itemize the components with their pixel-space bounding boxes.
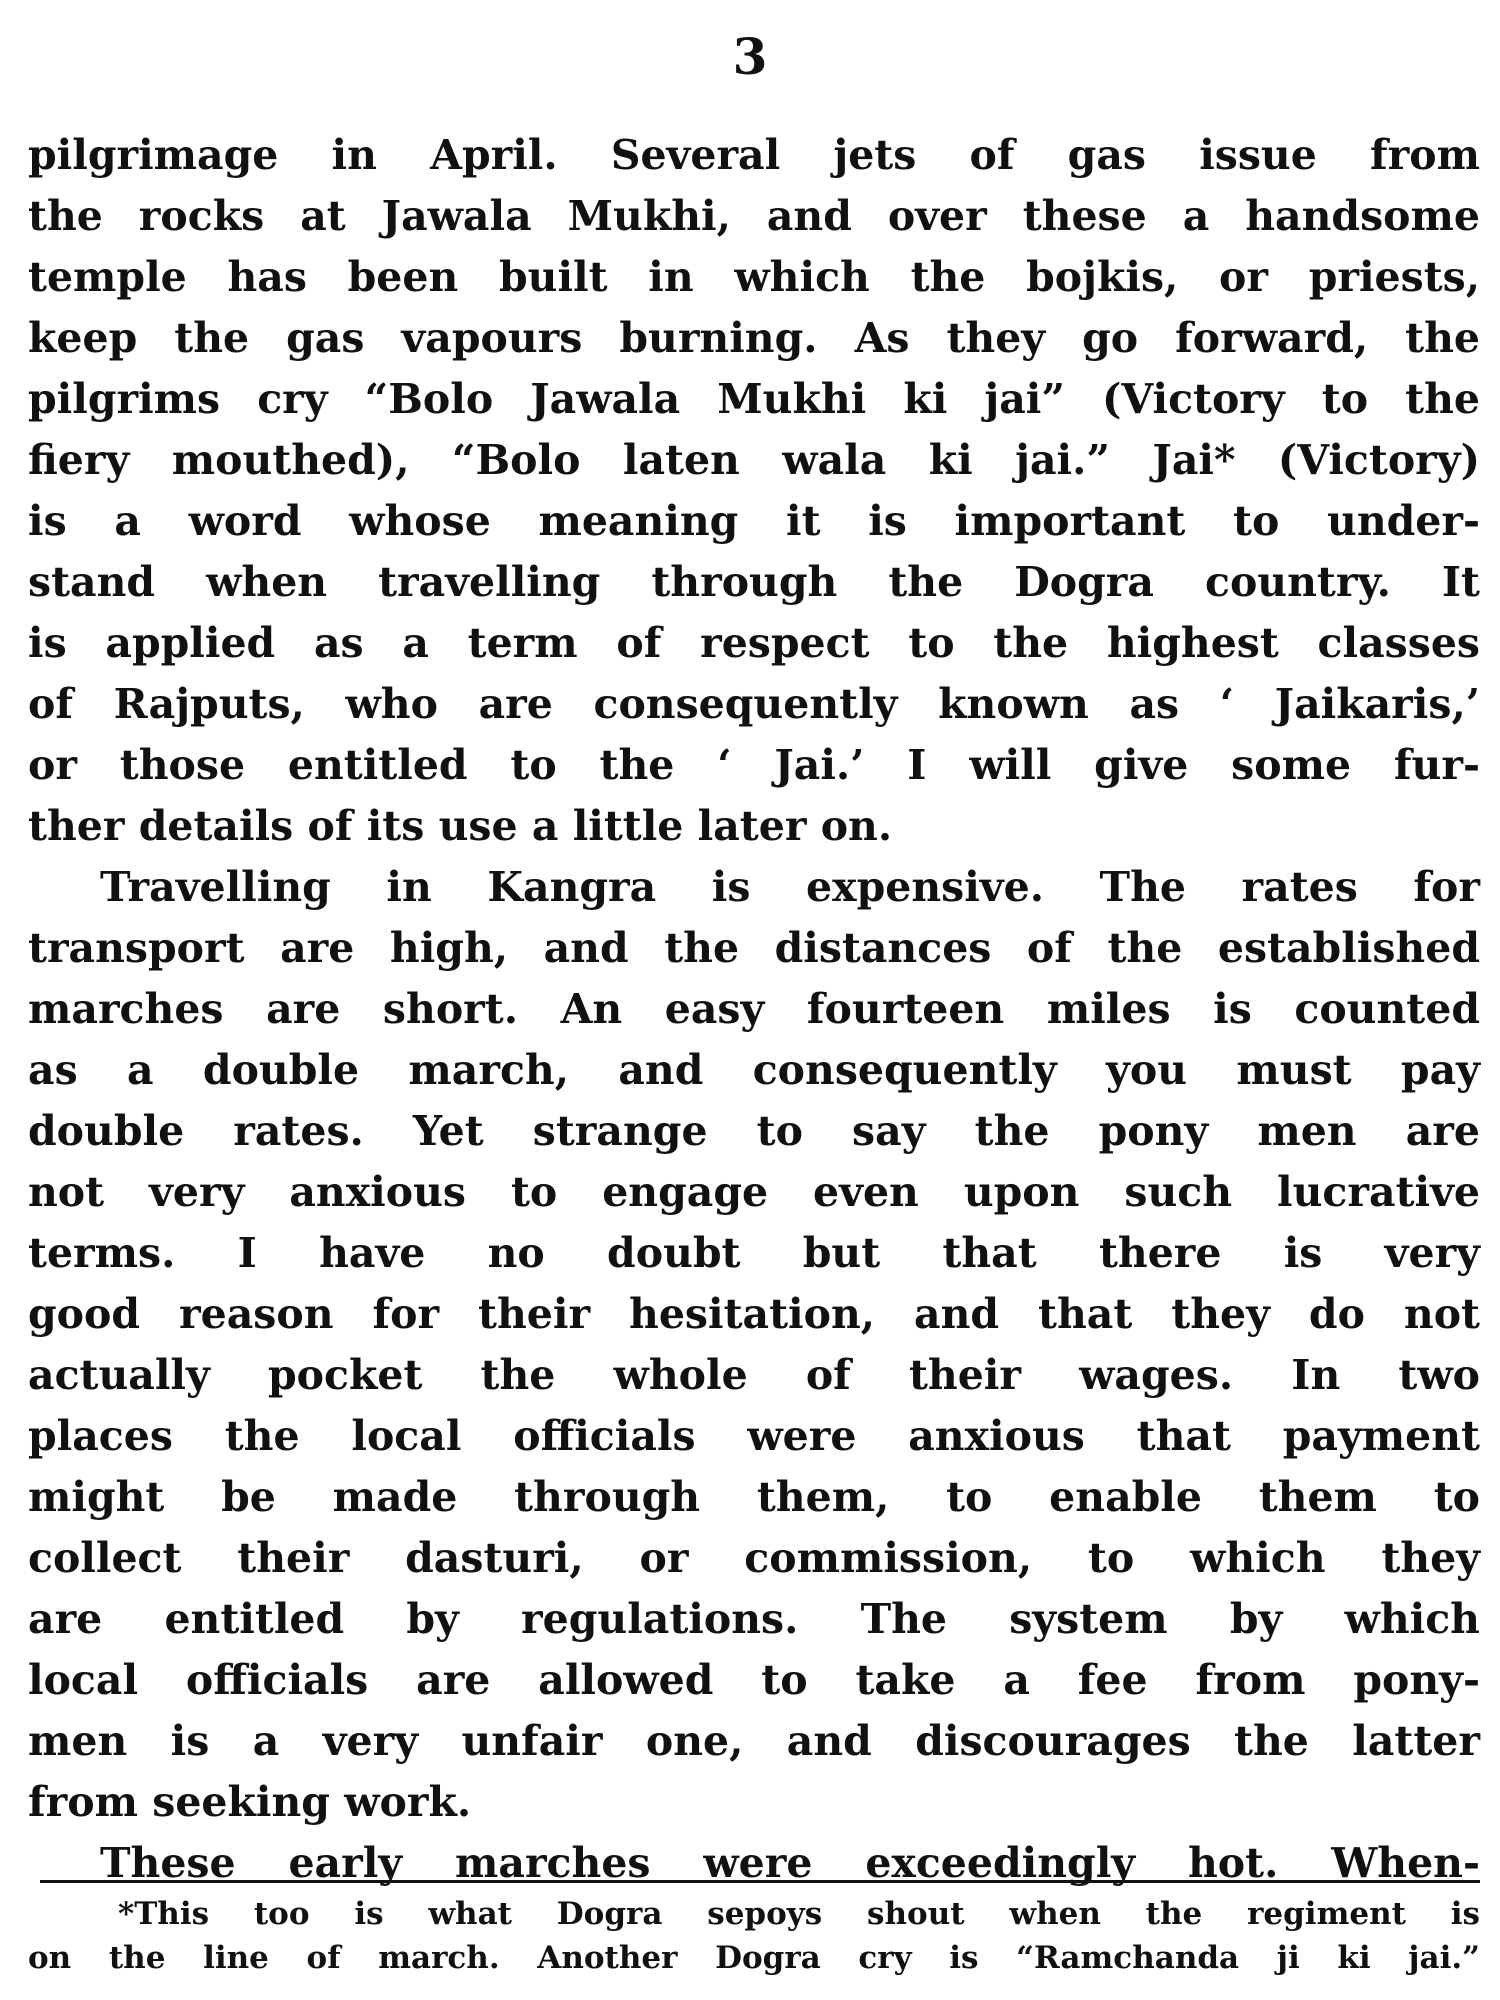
text-line: actually pocket the whole of their wages. In two — [28, 1351, 1480, 1399]
text-line: are entitled by regulations. The system by which — [28, 1595, 1480, 1643]
footnote-line: *This too is what Dogra sepoys shout when the regiment is — [118, 1896, 1480, 1932]
text-line: double rates. Yet strange to say the pony men are — [28, 1107, 1480, 1155]
text-line: fiery mouthed), “Bolo laten wala ki jai.” Jai* (Victory) — [28, 436, 1480, 484]
text-line: temple has been built in which the bojkis, or priests, — [28, 253, 1480, 301]
text-line: keep the gas vapours burning. As they go forward, the — [28, 314, 1480, 362]
text-line: or those entitled to the ‘ Jai.’ I will give some fur- — [28, 741, 1480, 789]
text-line: of Rajputs, who are consequently known as ‘ Jaikaris,’ — [28, 680, 1480, 728]
text-line: might be made through them, to enable them to — [28, 1473, 1480, 1521]
text-line: not very anxious to engage even upon such lucrative — [28, 1168, 1480, 1216]
text-line: is a word whose meaning it is important to under- — [28, 497, 1480, 545]
text-line: as a double march, and consequently you must pay — [28, 1046, 1480, 1094]
body-text — [28, 125, 1480, 1894]
footnote — [28, 1892, 1480, 1980]
text-line: places the local officials were anxious that payment — [28, 1412, 1480, 1460]
text-line: local officials are allowed to take a fee from pony- — [28, 1656, 1480, 1704]
footnote-rule — [40, 1880, 1480, 1883]
text-line: transport are high, and the distances of the established — [28, 924, 1480, 972]
text-line: ther details of its use a little later on. — [28, 802, 893, 850]
footnote-line: on the line of march. Another Dogra cry is “Ramchanda ji ki jai.” — [28, 1940, 1480, 1976]
text-line: the rocks at Jawala Mukhi, and over these a handsome — [28, 192, 1480, 240]
text-line: Travelling in Kangra is expensive. The rates for — [100, 863, 1480, 911]
text-line: is applied as a term of respect to the highest classes — [28, 619, 1480, 667]
text-line: from seeking work. — [28, 1778, 472, 1826]
text-line: pilgrims cry “Bolo Jawala Mukhi ki jai” (Victory to the — [28, 375, 1480, 423]
text-line: pilgrimage in April. Several jets of gas issue from — [28, 131, 1480, 179]
text-line: These early marches were exceedingly hot. When- — [100, 1839, 1480, 1887]
text-line: collect their dasturi, or commission, to which they — [28, 1534, 1480, 1582]
text-line: terms. I have no doubt but that there is very — [28, 1229, 1480, 1277]
text-line: stand when travelling through the Dogra country. It — [28, 558, 1480, 606]
text-line: men is a very unfair one, and discourages the latter — [28, 1717, 1480, 1765]
text-line: good reason for their hesitation, and that they do not — [28, 1290, 1480, 1338]
page-number: 3 — [732, 27, 768, 86]
text-line: marches are short. An easy fourteen miles is counted — [28, 985, 1480, 1033]
